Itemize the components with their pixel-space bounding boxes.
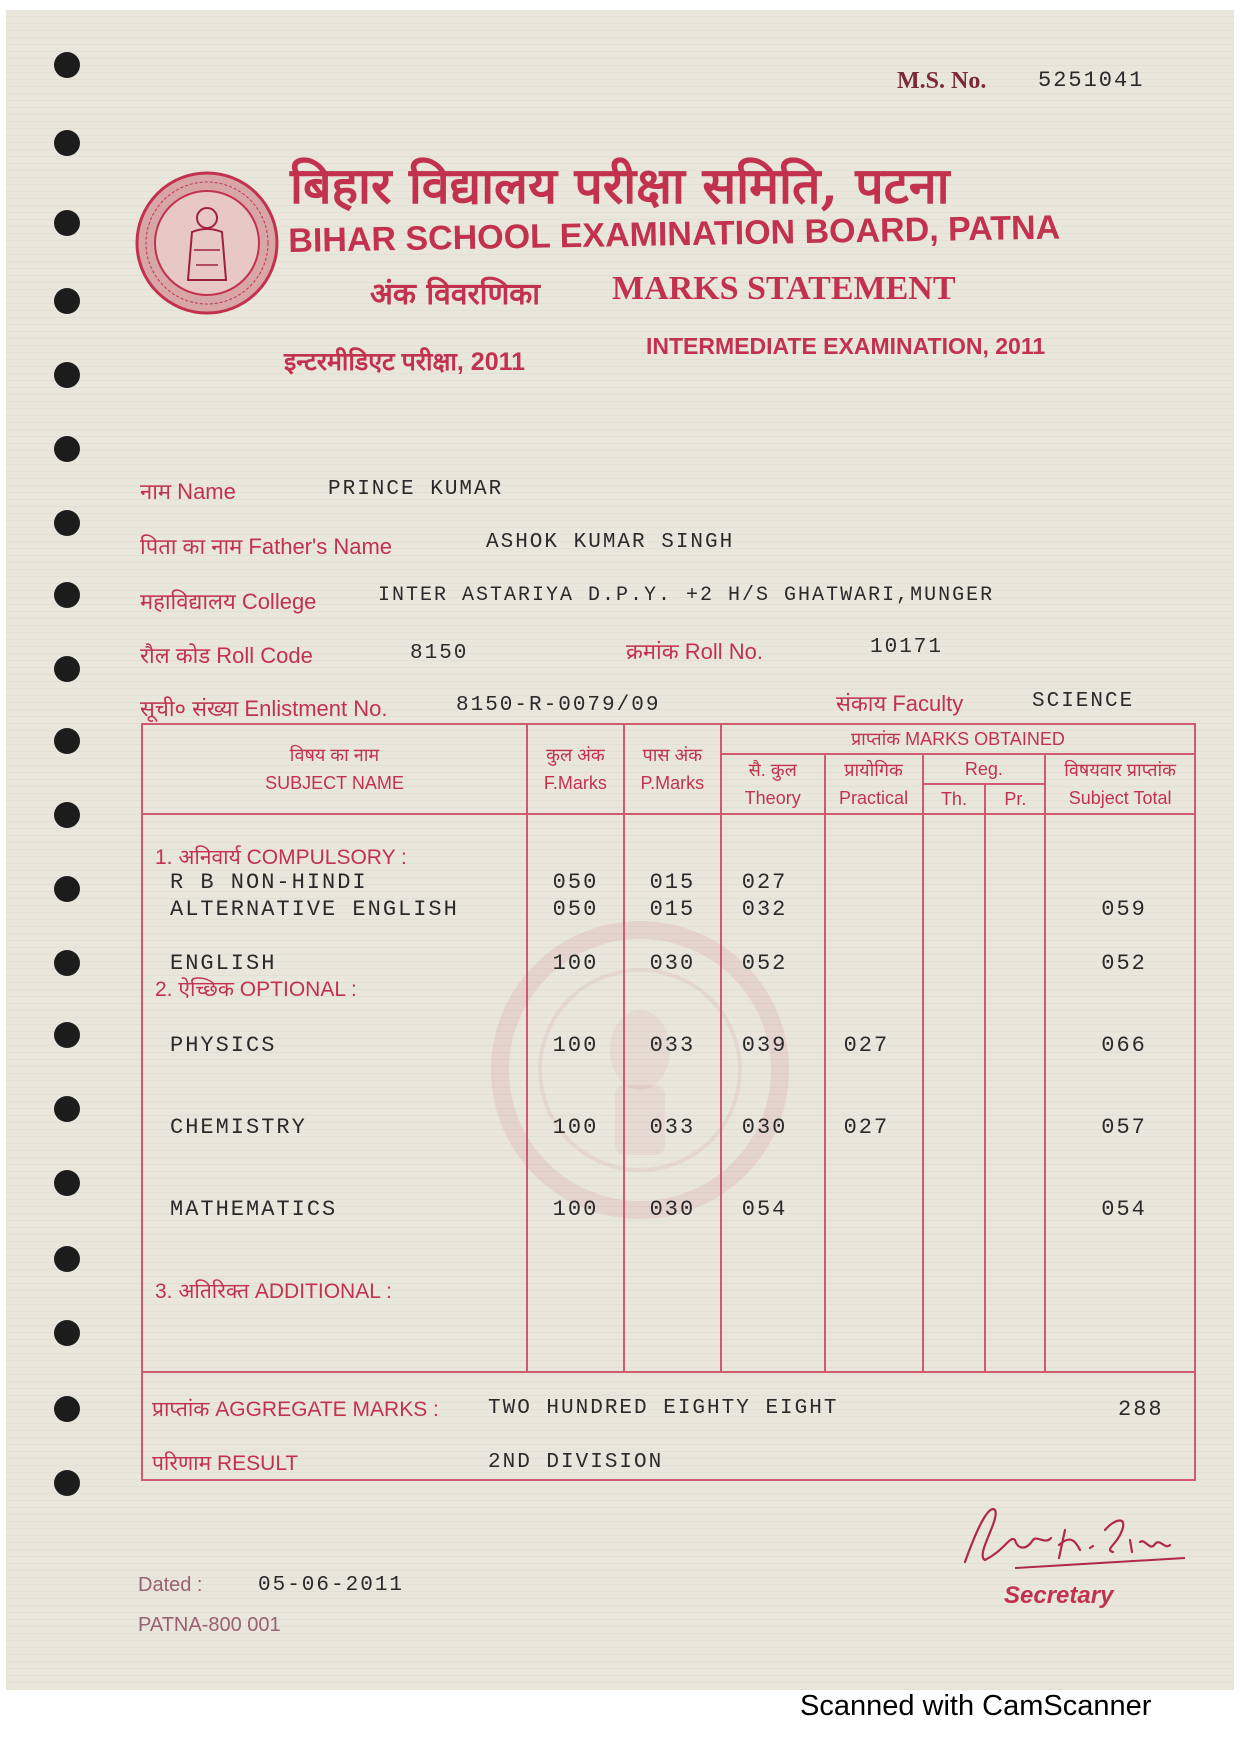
punch-hole [54,582,80,608]
total-cell: 057 [1101,1115,1147,1140]
punch-hole [54,950,80,976]
issue-date: 05-06-2011 [258,1574,405,1597]
fmarks-cell: 050 [552,870,599,895]
total-header-hindi: विषयवार प्राप्तांक [1064,760,1176,780]
subject-column [142,814,527,1372]
subject-header-hindi: विषय का नाम [289,745,380,765]
punch-hole [54,1170,80,1196]
result-value: 2ND DIVISION [488,1451,664,1474]
reg-theory-column [923,814,986,1372]
pmarks-cell: 033 [649,1115,696,1140]
pass-marks-column [624,814,721,1372]
subject-header-english: SUBJECT NAME [265,773,404,793]
reg-practical-column [985,814,1045,1372]
practical-header-hindi: प्रायोगिक [844,760,903,780]
pmarks-cell: 030 [649,1197,696,1222]
punch-hole [54,288,80,314]
result-label: परिणाम RESULT [152,1452,299,1475]
fmarks-header-hindi: कुल अंक [546,745,605,765]
section-additional: 3. अतिरिक्त ADDITIONAL : [155,1280,392,1303]
punch-hole [54,1396,80,1422]
college-name: INTER ASTARIYA D.P.Y. +2 H/S GHATWARI,MUNGER [378,584,995,607]
title-hindi: बिहार विद्यालय परीक्षा समिति, पटना [290,156,950,215]
father-name: ASHOK KUMAR SINGH [486,531,735,554]
faculty: SCIENCE [1032,690,1135,713]
title-english: BIHAR SCHOOL EXAMINATION BOARD, PATNA [288,208,1061,260]
punch-hole [54,436,80,462]
reg-header: Reg. [923,754,1046,784]
enlistment-no: 8150-R-0079/09 [456,694,661,717]
ms-no-value: 5251041 [1038,68,1145,93]
subject-name-header [142,724,527,814]
punch-hole [54,802,80,828]
punch-hole [54,52,80,78]
roll-no: 10171 [870,636,944,659]
practical-header [825,754,923,814]
dated-label: Dated : [138,1574,203,1596]
exam-name-hindi: इन्टरमीडिएट परीक्षा, 2011 [284,348,526,376]
pmarks-cell: 015 [649,870,696,895]
statement-title-english: MARKS STATEMENT [612,270,956,307]
aggregate-label: प्राप्तांक AGGREGATE MARKS : [152,1398,439,1421]
theory-cell: 027 [741,870,788,895]
punch-hole [54,130,80,156]
pass-marks-header [624,724,721,814]
punch-hole [54,1096,80,1122]
reg-theory-header: Th. [923,784,986,814]
total-cell: 066 [1101,1033,1147,1058]
theory-header-hindi: सै. कुल [748,760,797,780]
roll-no-label: क्रमांक Roll No. [626,639,764,664]
exam-name-english: INTERMEDIATE EXAMINATION, 2011 [646,333,1046,359]
theory-cell: 030 [741,1115,788,1140]
subject-total-header [1045,754,1195,814]
full-marks-column [527,814,624,1372]
ms-no-label: M.S. No. [897,68,987,94]
total-cell: 052 [1101,951,1147,976]
enlistment-label: सूची० संख्या Enlistment No. [140,696,388,721]
subject-cell: ALTERNATIVE ENGLISH [170,897,459,922]
reg-practical-header: Pr. [985,784,1045,814]
punch-hole [54,656,80,682]
subject-cell: MATHEMATICS [170,1197,338,1222]
practical-header-english: Practical [839,788,909,808]
subject-total-column [1045,814,1195,1372]
pmarks-cell: 030 [649,951,696,976]
section-compulsory: 1. अनिवार्य COMPULSORY : [155,846,407,869]
aggregate-result-box [142,1372,1195,1480]
subject-cell: R B NON-HINDI [170,870,368,895]
pmarks-header-hindi: पास अंक [642,745,703,765]
college-label: महाविद्यालय College [140,589,317,614]
punch-hole [54,210,80,236]
punch-hole [54,1320,80,1346]
punch-hole [54,1470,80,1496]
marks-table [141,723,1196,1481]
fmarks-cell: 100 [552,1033,599,1058]
theory-header-english: Theory [744,788,801,808]
theory-cell: 032 [741,897,788,922]
practical-cell: 027 [843,1115,890,1140]
punch-hole [54,876,80,902]
punch-hole [54,362,80,388]
fmarks-cell: 100 [552,1197,599,1222]
practical-column [825,814,923,1372]
roll-code-label: रौल कोड Roll Code [140,643,313,668]
total-header-english: Subject Total [1068,788,1172,808]
punch-hole [54,510,80,536]
punch-hole [54,1246,80,1272]
camscanner-watermark: Scanned with CamScanner [800,1690,1152,1722]
theory-cell: 052 [741,951,788,976]
board-address: PATNA-800 001 [138,1614,281,1636]
fmarks-cell: 100 [552,951,599,976]
name-label: नाम Name [140,479,236,504]
pmarks-header-english: P.Marks [640,773,705,793]
total-cell: 054 [1101,1197,1147,1222]
theory-header [721,754,825,814]
full-marks-header [527,724,624,814]
fmarks-cell: 050 [552,897,599,922]
student-name: PRINCE KUMAR [328,478,504,501]
subject-cell: ENGLISH [170,951,277,976]
subject-cell: CHEMISTRY [170,1115,307,1140]
subject-cell: PHYSICS [170,1033,277,1058]
section-optional: 2. ऐच्छिक OPTIONAL : [155,978,357,1001]
aggregate-words: TWO HUNDRED EIGHTY EIGHT [488,1397,839,1420]
fmarks-cell: 100 [552,1115,599,1140]
father-name-label: पिता का नाम Father's Name [140,534,393,559]
theory-cell: 039 [741,1033,788,1058]
board-seal-logo [134,170,280,316]
practical-cell: 027 [843,1033,890,1058]
aggregate-total: 288 [1118,1397,1164,1422]
secretary-signature [955,1500,1195,1580]
theory-cell: 054 [741,1197,788,1222]
marks-obtained-header: प्राप्तांक MARKS OBTAINED [721,724,1195,754]
secretary-title: Secretary [1004,1582,1114,1609]
roll-code: 8150 [410,642,469,665]
pmarks-cell: 015 [649,897,696,922]
pmarks-cell: 033 [649,1033,696,1058]
theory-column [721,814,825,1372]
faculty-label: संकाय Faculty [836,691,964,716]
fmarks-header-english: F.Marks [543,773,607,793]
punch-hole [54,1022,80,1048]
statement-title-hindi: अंक विवरणिका [370,277,541,312]
punch-hole [54,728,80,754]
total-cell: 059 [1101,897,1147,922]
